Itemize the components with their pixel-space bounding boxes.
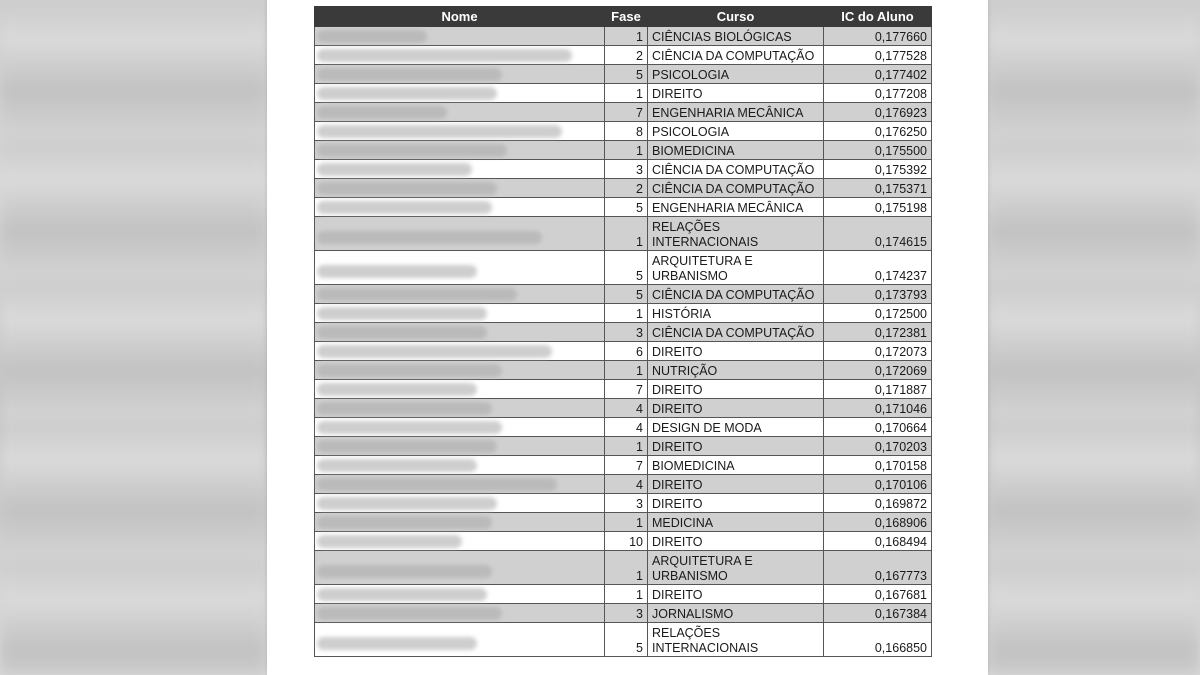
table-row [315, 456, 932, 475]
table-row [315, 103, 932, 122]
nome-cell-redacted [315, 418, 605, 437]
fase-cell: 2 [605, 46, 648, 65]
curso-text: CIÊNCIA DA COMPUTAÇÃO [652, 49, 815, 63]
table-row [315, 46, 932, 65]
table-body [315, 27, 932, 657]
table-row [315, 532, 932, 551]
redaction-blur [317, 421, 502, 434]
nome-cell-redacted [315, 160, 605, 179]
curso-cell [648, 380, 824, 399]
ic-do-aluno-cell: 0,174237 [824, 251, 932, 285]
table-row [315, 342, 932, 361]
nome-cell-redacted [315, 65, 605, 84]
curso-cell [648, 323, 824, 342]
curso-cell [648, 475, 824, 494]
table-row [315, 399, 932, 418]
table-row [315, 141, 932, 160]
ic-do-aluno-cell: 0,175198 [824, 198, 932, 217]
ic-do-aluno-cell: 0,171046 [824, 399, 932, 418]
fase-cell: 7 [605, 456, 648, 475]
table-row [315, 475, 932, 494]
curso-cell [648, 160, 824, 179]
curso-text: ARQUITETURA E URBANISMO [652, 254, 753, 283]
redaction-blur [317, 288, 517, 301]
nome-cell-redacted [315, 623, 605, 657]
curso-text: CIÊNCIA DA COMPUTAÇÃO [652, 326, 815, 340]
nome-cell-redacted [315, 141, 605, 160]
table-row [315, 251, 932, 285]
redaction-blur [317, 364, 502, 377]
curso-text: DESIGN DE MODA [652, 421, 762, 435]
curso-text: DIREITO [652, 383, 703, 397]
redaction-blur [317, 307, 487, 320]
redaction-blur [317, 125, 562, 138]
redaction-blur [317, 265, 477, 278]
fase-cell: 2 [605, 179, 648, 198]
redaction-blur [317, 326, 487, 339]
fase-cell: 1 [605, 27, 648, 46]
redaction-blur [317, 383, 477, 396]
redaction-blur [317, 478, 557, 491]
curso-text: DIREITO [652, 345, 703, 359]
fase-cell: 3 [605, 494, 648, 513]
curso-cell [648, 122, 824, 141]
table-row [315, 27, 932, 46]
curso-cell [648, 361, 824, 380]
curso-text: DIREITO [652, 535, 703, 549]
document-page [267, 0, 988, 675]
ic-do-aluno-cell: 0,167681 [824, 585, 932, 604]
ic-do-aluno-cell: 0,172069 [824, 361, 932, 380]
redaction-blur [317, 440, 497, 453]
table-row [315, 623, 932, 657]
table-row [315, 160, 932, 179]
curso-text: CIÊNCIA DA COMPUTAÇÃO [652, 182, 815, 196]
nome-cell-redacted [315, 103, 605, 122]
ic-do-aluno-cell: 0,170106 [824, 475, 932, 494]
table-row [315, 65, 932, 84]
fase-cell: 3 [605, 323, 648, 342]
nome-cell-redacted [315, 285, 605, 304]
redaction-blur [317, 163, 472, 176]
nome-cell-redacted [315, 198, 605, 217]
curso-cell [648, 418, 824, 437]
curso-text: CIÊNCIAS BIOLÓGICAS [652, 30, 792, 44]
curso-cell [648, 532, 824, 551]
curso-text: HISTÓRIA [652, 307, 712, 321]
fase-cell: 5 [605, 198, 648, 217]
redaction-blur [317, 49, 572, 62]
table-row [315, 437, 932, 456]
header-ic-do-aluno: IC do Aluno [824, 7, 932, 27]
fase-cell: 4 [605, 475, 648, 494]
curso-text: DIREITO [652, 588, 703, 602]
nome-cell-redacted [315, 475, 605, 494]
curso-text: CIÊNCIA DA COMPUTAÇÃO [652, 163, 815, 177]
fase-cell: 4 [605, 399, 648, 418]
curso-text: BIOMEDICINA [652, 459, 735, 473]
redaction-blur [317, 144, 507, 157]
ic-do-aluno-cell: 0,171887 [824, 380, 932, 399]
redaction-blur [317, 345, 552, 358]
curso-cell [648, 456, 824, 475]
redaction-blur [317, 516, 492, 529]
redaction-blur [317, 106, 447, 119]
nome-cell-redacted [315, 323, 605, 342]
ic-do-aluno-cell: 0,177402 [824, 65, 932, 84]
table-row [315, 604, 932, 623]
table-row [315, 361, 932, 380]
curso-text: RELAÇÕES INTERNACIONAIS [652, 220, 759, 249]
curso-cell [648, 251, 824, 285]
nome-cell-redacted [315, 361, 605, 380]
curso-cell [648, 585, 824, 604]
nome-cell-redacted [315, 84, 605, 103]
nome-cell-redacted [315, 251, 605, 285]
fase-cell: 1 [605, 437, 648, 456]
ic-do-aluno-cell: 0,170158 [824, 456, 932, 475]
redaction-blur [317, 182, 497, 195]
ic-do-aluno-cell: 0,177528 [824, 46, 932, 65]
ic-do-aluno-cell: 0,176250 [824, 122, 932, 141]
curso-cell [648, 342, 824, 361]
curso-text: DIREITO [652, 440, 703, 454]
blurred-background-right [988, 0, 1200, 675]
nome-cell-redacted [315, 27, 605, 46]
fase-cell: 1 [605, 84, 648, 103]
ic-do-aluno-cell: 0,170664 [824, 418, 932, 437]
curso-text: DIREITO [652, 87, 703, 101]
curso-cell [648, 198, 824, 217]
curso-text: NUTRIÇÃO [652, 364, 718, 378]
fase-cell: 1 [605, 217, 648, 251]
curso-cell [648, 604, 824, 623]
ic-do-aluno-cell: 0,167773 [824, 551, 932, 585]
curso-cell [648, 179, 824, 198]
fase-cell: 4 [605, 418, 648, 437]
curso-text: RELAÇÕES INTERNACIONAIS [652, 626, 759, 655]
curso-cell [648, 46, 824, 65]
ic-do-aluno-cell: 0,168906 [824, 513, 932, 532]
table-row [315, 217, 932, 251]
redaction-blur [317, 68, 502, 81]
fase-cell: 5 [605, 251, 648, 285]
header-nome: Nome [315, 7, 605, 27]
ic-do-aluno-cell: 0,170203 [824, 437, 932, 456]
nome-cell-redacted [315, 513, 605, 532]
ic-do-aluno-cell: 0,176923 [824, 103, 932, 122]
ic-do-aluno-cell: 0,175392 [824, 160, 932, 179]
nome-cell-redacted [315, 532, 605, 551]
nome-cell-redacted [315, 380, 605, 399]
ic-do-aluno-cell: 0,173793 [824, 285, 932, 304]
curso-text: ENGENHARIA MECÂNICA [652, 201, 804, 215]
curso-cell [648, 141, 824, 160]
fase-cell: 3 [605, 604, 648, 623]
nome-cell-redacted [315, 342, 605, 361]
redaction-blur [317, 497, 497, 510]
nome-cell-redacted [315, 399, 605, 418]
ic-do-aluno-cell: 0,175371 [824, 179, 932, 198]
nome-cell-redacted [315, 304, 605, 323]
table-row [315, 513, 932, 532]
student-ranking-table [314, 6, 932, 657]
table-row [315, 418, 932, 437]
curso-text: DIREITO [652, 478, 703, 492]
redaction-blur [317, 565, 492, 578]
ic-do-aluno-cell: 0,166850 [824, 623, 932, 657]
table-row [315, 585, 932, 604]
ic-do-aluno-cell: 0,168494 [824, 532, 932, 551]
ic-do-aluno-cell: 0,177208 [824, 84, 932, 103]
nome-cell-redacted [315, 179, 605, 198]
curso-text: MEDICINA [652, 516, 714, 530]
curso-cell [648, 304, 824, 323]
table-row [315, 551, 932, 585]
curso-text: PSICOLOGIA [652, 68, 730, 82]
fase-cell: 10 [605, 532, 648, 551]
fase-cell: 1 [605, 141, 648, 160]
curso-text: ARQUITETURA E URBANISMO [652, 554, 753, 583]
fase-cell: 7 [605, 380, 648, 399]
table-header-row [315, 7, 932, 27]
nome-cell-redacted [315, 585, 605, 604]
fase-cell: 5 [605, 623, 648, 657]
curso-cell [648, 513, 824, 532]
fase-cell: 1 [605, 361, 648, 380]
ic-do-aluno-cell: 0,174615 [824, 217, 932, 251]
curso-cell [648, 65, 824, 84]
ic-do-aluno-cell: 0,169872 [824, 494, 932, 513]
redaction-blur [317, 30, 427, 43]
curso-text: CIÊNCIA DA COMPUTAÇÃO [652, 288, 815, 302]
redaction-blur [317, 607, 502, 620]
ic-do-aluno-cell: 0,177660 [824, 27, 932, 46]
redaction-blur [317, 201, 492, 214]
curso-cell [648, 399, 824, 418]
fase-cell: 1 [605, 513, 648, 532]
ic-do-aluno-cell: 0,172500 [824, 304, 932, 323]
nome-cell-redacted [315, 604, 605, 623]
fase-cell: 8 [605, 122, 648, 141]
ic-do-aluno-cell: 0,167384 [824, 604, 932, 623]
redaction-blur [317, 87, 497, 100]
nome-cell-redacted [315, 217, 605, 251]
table-row [315, 84, 932, 103]
redaction-blur [317, 637, 477, 650]
curso-cell [648, 103, 824, 122]
redaction-blur [317, 535, 462, 548]
fase-cell: 1 [605, 304, 648, 323]
header-curso: Curso [648, 7, 824, 27]
header-fase: Fase [605, 7, 648, 27]
fase-cell: 7 [605, 103, 648, 122]
curso-cell [648, 494, 824, 513]
curso-text: DIREITO [652, 402, 703, 416]
table-row [315, 494, 932, 513]
fase-cell: 1 [605, 585, 648, 604]
redaction-blur [317, 231, 542, 244]
nome-cell-redacted [315, 494, 605, 513]
curso-text: ENGENHARIA MECÂNICA [652, 106, 804, 120]
curso-cell [648, 437, 824, 456]
curso-text: DIREITO [652, 497, 703, 511]
nome-cell-redacted [315, 437, 605, 456]
table-row [315, 323, 932, 342]
curso-text: JORNALISMO [652, 607, 734, 621]
curso-text: BIOMEDICINA [652, 144, 735, 158]
redaction-blur [317, 588, 487, 601]
fase-cell: 3 [605, 160, 648, 179]
table-row [315, 304, 932, 323]
curso-cell [648, 217, 824, 251]
curso-cell [648, 623, 824, 657]
ic-do-aluno-cell: 0,172073 [824, 342, 932, 361]
fase-cell: 5 [605, 285, 648, 304]
fase-cell: 6 [605, 342, 648, 361]
ic-do-aluno-cell: 0,172381 [824, 323, 932, 342]
table-row [315, 380, 932, 399]
curso-cell [648, 551, 824, 585]
curso-cell [648, 84, 824, 103]
nome-cell-redacted [315, 122, 605, 141]
nome-cell-redacted [315, 456, 605, 475]
table-row [315, 198, 932, 217]
curso-cell [648, 285, 824, 304]
blurred-background-left [0, 0, 267, 675]
ic-do-aluno-cell: 0,175500 [824, 141, 932, 160]
table-row [315, 179, 932, 198]
fase-cell: 5 [605, 65, 648, 84]
table-row [315, 285, 932, 304]
nome-cell-redacted [315, 46, 605, 65]
redaction-blur [317, 459, 477, 472]
curso-text: PSICOLOGIA [652, 125, 730, 139]
curso-cell [648, 27, 824, 46]
redaction-blur [317, 402, 492, 415]
fase-cell: 1 [605, 551, 648, 585]
nome-cell-redacted [315, 551, 605, 585]
table-row [315, 122, 932, 141]
